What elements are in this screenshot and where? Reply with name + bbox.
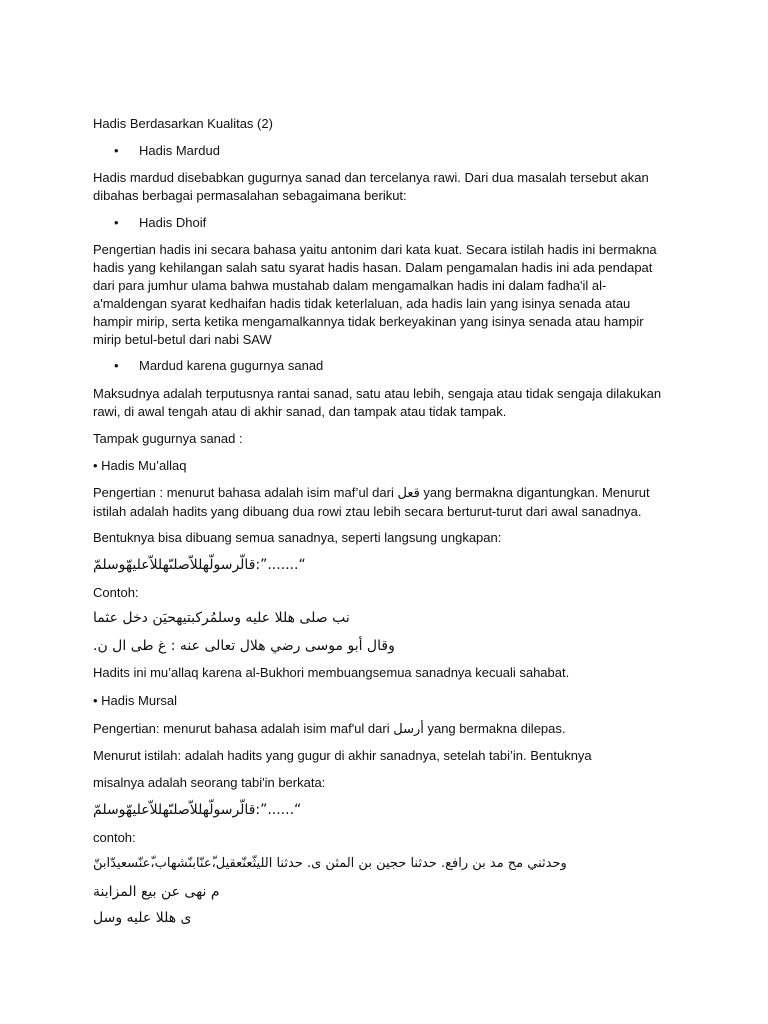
- document-title: Hadis Berdasarkan Kualitas (2): [93, 116, 273, 131]
- bullet-mardud-sanad: Mardud karena gugurnya sanad: [139, 358, 324, 373]
- paragraph-mursal-example-intro: misalnya adalah seorang tabi'in berkata:: [93, 775, 326, 790]
- arabic-quote-line: قالّرسولّهللاّصلىّهللاّعليهّوسلمّ:”......“: [93, 802, 302, 818]
- arabic-example-line: ى هللا عليه وسل: [93, 910, 192, 926]
- bullet-hadis-dhoif: Hadis Dhoif: [139, 215, 207, 230]
- arabic-example-line: وحدثني مح مد بن رافع. حدثنا حجين بن المثن ى. حدثنا الليثّعنّعقيل،ّعنّابنّشهاب،ّعنّسعيدّابنّ: [93, 856, 567, 871]
- text-segment: yang bermakna dilepas.: [423, 721, 566, 736]
- paragraph-dhoif-definition: Pengertian hadis ini secara bahasa yaitu antonim dari kata kuat. Secara istilah hadis ini bermakna hadis yang kehilangan salah satu syarat hadis hasan. Dalam pengamalan hadis ini ada pendapat dari para jumhur ulama bahwa mustahab dalam mengamalkan hadis ini dalam fadha'il al-a'maldengan syarat kedhaifan hadis tidak keterlaluan, ada hadis lain yang isinya senada atau hampir mirip, serta ketika mengamalkannya tidak berkeyakinan yang isinya senada atau hampir mirip betul-betul dari nabi SAW: [93, 242, 657, 347]
- paragraph-muallaq-form: Bentuknya bisa dibuang semua sanadnya, seperti langsung ungkapan:: [93, 530, 502, 545]
- text-segment: Pengertian: menurut bahasa adalah isim maf'ul dari: [93, 721, 394, 736]
- text-segment: yang bermakna digantungkan. Menurut istilah adalah hadits yang dibuang dua rowi ztau lebih secara berturut-turut dari awal sanadnya.: [93, 485, 650, 519]
- heading-hadis-mursal: • Hadis Mursal: [93, 693, 178, 708]
- arabic-example-line: نب صلى هللا عليه وسلمُركبتيهحيَن دخل عثما: [93, 610, 350, 626]
- paragraph-sanad-definition: Maksudnya adalah terputusnya rantai sanad, satu atau lebih, sengaja atau tidak sengaja dilakukan rawi, di awal tengah atau di akhir sanad, dan tampak atau tidak tampak.: [93, 386, 662, 419]
- arabic-example-line: وقال أبو موسى رضي هلال تعالى عنه : غ طى ال ن.: [93, 638, 395, 654]
- arabic-word: قعل: [397, 486, 420, 501]
- bullet-marker: •: [114, 358, 119, 373]
- arabic-example-line: م نهى عن بيع المزابنة: [93, 884, 220, 900]
- paragraph-muallaq-note: Hadits ini mu’allaq karena al-Bukhori membuangsemua sanadnya kecuali sahabat.: [93, 665, 570, 680]
- label-contoh: contoh:: [93, 830, 136, 845]
- paragraph-mursal-definition: [93, 720, 673, 739]
- heading-hadis-muallaq: • Hadis Mu’allaq: [93, 458, 187, 473]
- bullet-marker: •: [114, 143, 119, 158]
- paragraph-mursal-istilah: Menurut istilah: adalah hadits yang gugur di akhir sanadnya, setelah tabi’in. Bentuknya: [93, 748, 592, 763]
- label-contoh: Contoh:: [93, 585, 139, 600]
- paragraph-muallaq-definition: [93, 484, 673, 521]
- arabic-quote-line: قالّرسولّهللاّصلىّهللاّعليهّوسلمّ:”.......“: [93, 557, 306, 573]
- paragraph-mardud-intro: Hadis mardud disebabkan gugurnya sanad dan tercelanya rawi. Dari dua masalah tersebut akan dibahas berbagai permasalahan sebagaimana berikut:: [93, 170, 649, 203]
- bullet-hadis-mardud: Hadis Mardud: [139, 143, 220, 158]
- text-segment: Pengertian : menurut bahasa adalah isim maf’ul dari: [93, 485, 398, 500]
- bullet-marker: •: [114, 215, 119, 230]
- heading-tampak-gugurnya: Tampak gugurnya sanad :: [93, 431, 243, 446]
- arabic-word: أرسل: [393, 722, 424, 737]
